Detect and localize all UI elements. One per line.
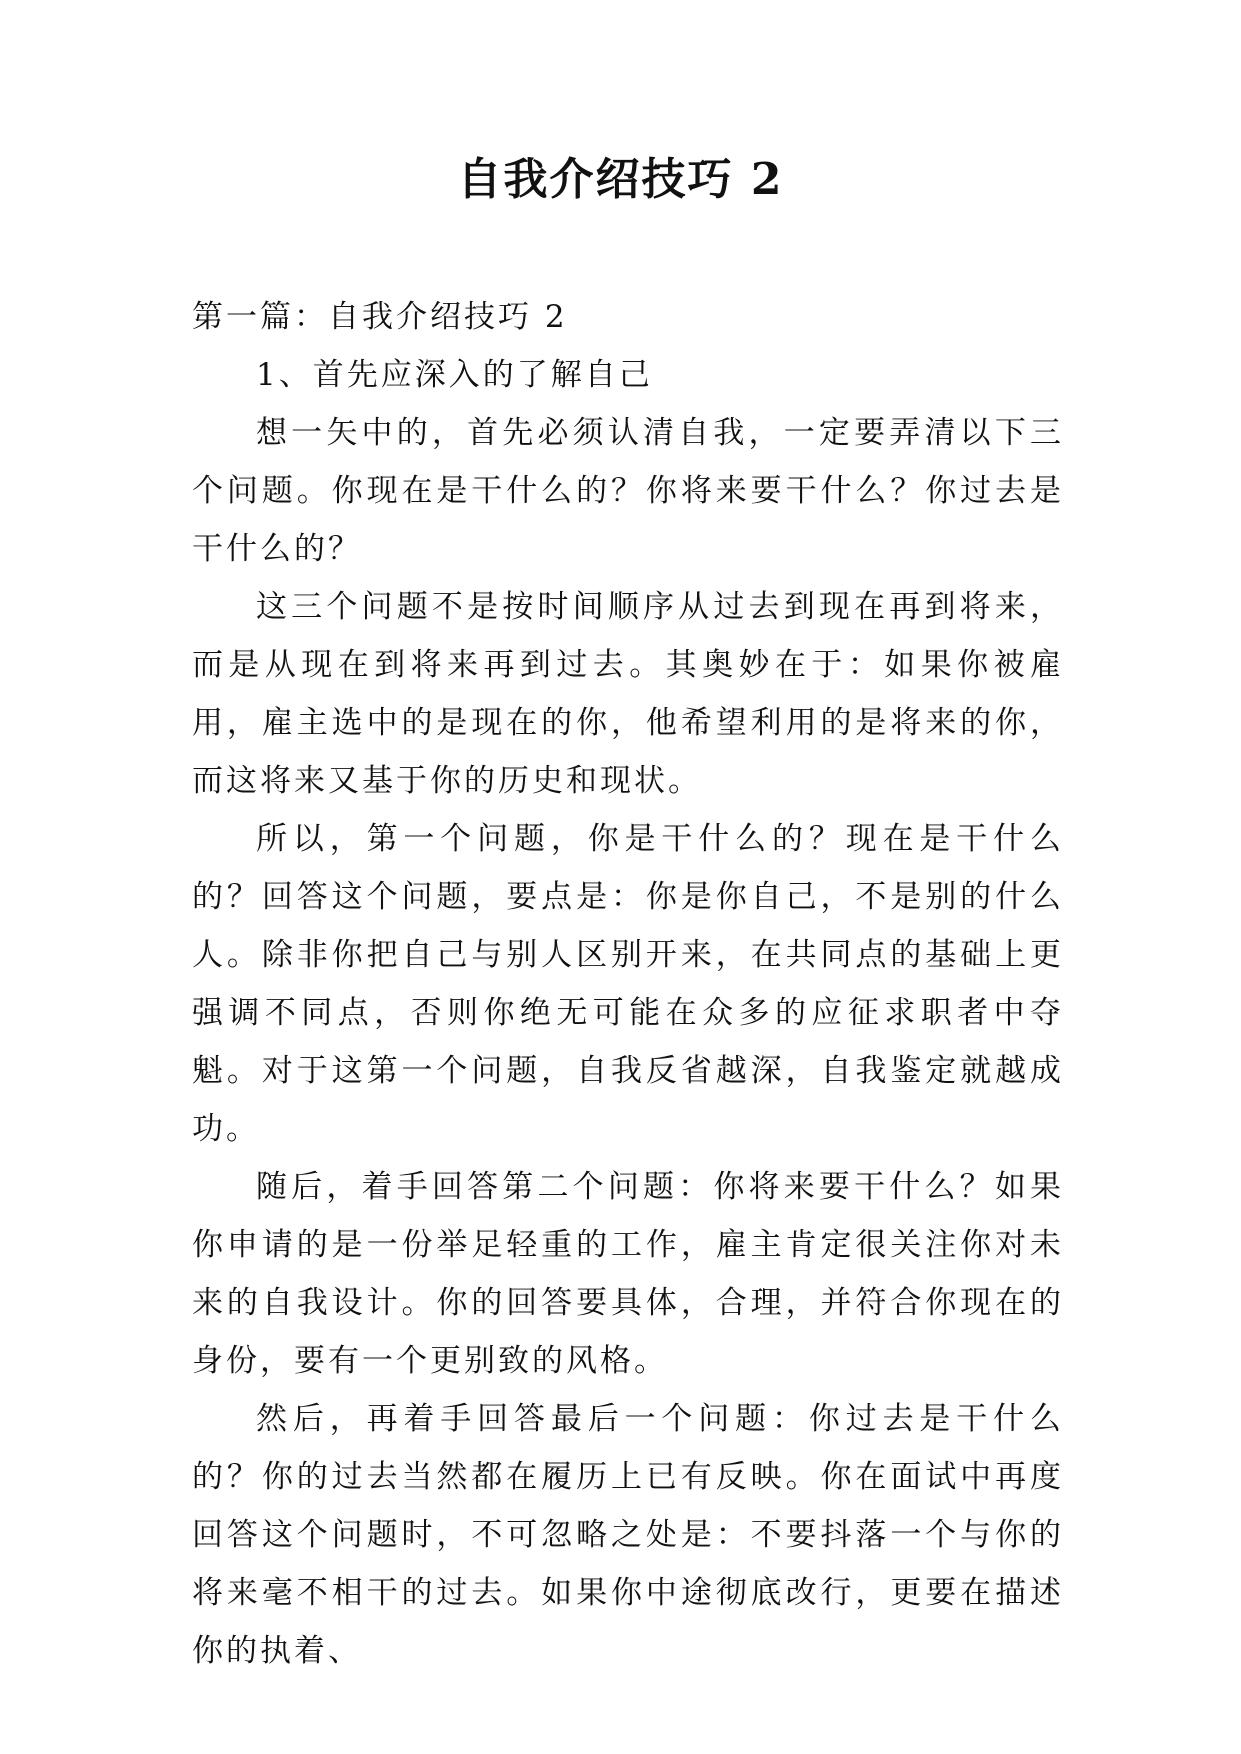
document-body (192, 288, 1064, 1680)
paragraph: 这三个问题不是按时间顺序从过去到现在再到将来，而是从现在到将来再到过去。其奥妙在于：如果你被雇用，雇主选中的是现在的你，他希望利用的是将来的你，而这将来又基于你的历史和现状。 (192, 589, 1064, 799)
section-heading: 第一篇：自我介绍技巧 2 (192, 299, 568, 335)
paragraph: 所以，第一个问题，你是干什么的？现在是干什么的？回答这个问题，要点是：你是你自己，不是别的什么人。除非你把自己与别人区别开来，在共同点的基础上更强调不同点，否则你绝无可能在众多的应征求职者中夺魁。对于这第一个问题，自我反省越深，自我鉴定就越成功。 (192, 821, 1064, 1147)
paragraph: 1、首先应深入的了解自己 (256, 357, 653, 393)
paragraph: 随后，着手回答第二个问题：你将来要干什么？如果你申请的是一份举足轻重的工作，雇主肯定很关注你对未来的自我设计。你的回答要具体，合理，并符合你现在的身份，要有一个更别致的风格。 (192, 1169, 1064, 1379)
document-title: 自我介绍技巧 2 (457, 154, 784, 205)
paragraph: 然后，再着手回答最后一个问题：你过去是干什么的？你的过去当然都在履历上已有反映。你在面试中再度回答这个问题时，不可忽略之处是：不要抖落一个与你的将来毫不相干的过去。如果你中途彻底改行，更要在描述你的执着、 (192, 1401, 1064, 1669)
paragraph: 想一矢中的，首先必须认清自我，一定要弄清以下三个问题。你现在是干什么的？你将来要干什么？你过去是干什么的？ (192, 415, 1064, 567)
